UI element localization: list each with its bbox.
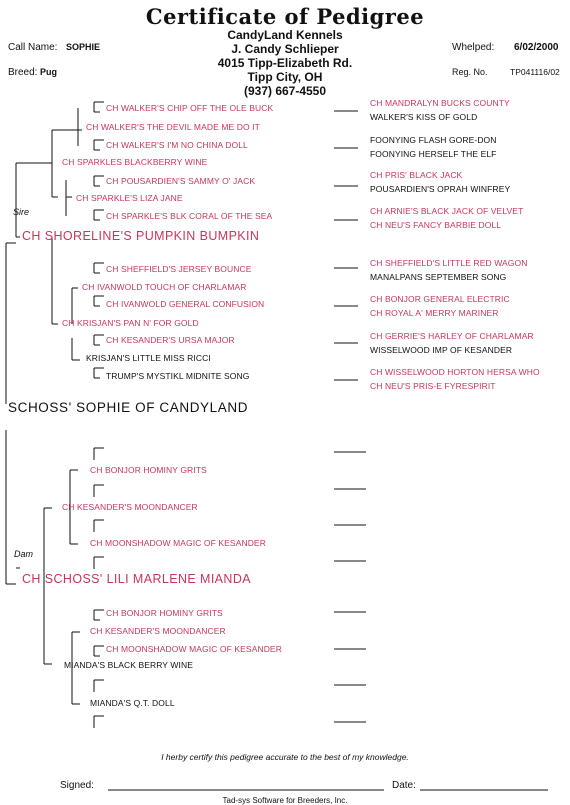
pedigree-ffd-dam: CH SPARKLE'S BLK CORAL OF THE SEA [106, 211, 273, 221]
pedigree-mms-sire: CH BONJOR HOMINY GRITS [106, 608, 223, 618]
pedigree-ffs-dam: CH WALKER'S I'M NO CHINA DOLL [106, 140, 248, 150]
pedigree-sire-father: CH SPARKLES BLACKBERRY WINE [62, 157, 208, 167]
gen5-14: WISSELWOOD IMP OF KESANDER [370, 345, 513, 355]
pedigree-mm-dam: MIANDA'S Q.T. DOLL [90, 698, 175, 708]
gen5-7: CH ARNIE'S BLACK JACK OF VELVET [370, 206, 524, 216]
pedigree-fm-dam: KRISJAN'S LITTLE MISS RICCI [86, 353, 211, 363]
gen5-6: POUSARDIEN'S OPRAH WINFREY [370, 184, 511, 194]
dam-name: CH SCHOSS' LILI MARLENE MIANDA [22, 572, 252, 586]
whelped-value: 6/02/2000 [514, 42, 559, 53]
pedigree-ff-sire: CH WALKER'S THE DEVIL MADE ME DO IT [86, 122, 260, 132]
pedigree-mm-sire: CH KESANDER'S MOONDANCER [90, 626, 226, 636]
breed-value: Pug [40, 67, 57, 77]
gen5-9: CH SHEFFIELD'S LITTLE RED WAGON [370, 258, 528, 268]
certificate-title: Certificate of Pedigree [145, 4, 425, 29]
kennel-address: 4015 Tipp-Elizabeth Rd. [217, 56, 353, 70]
pedigree-dam-father: CH KESANDER'S MOONDANCER [62, 502, 198, 512]
sire-root-bracket [6, 243, 16, 404]
gen5-10: MANALPANS SEPTEMBER SONG [370, 272, 507, 282]
breed-label: Breed: [8, 67, 38, 78]
pedigree-mf-sire: CH BONJOR HOMINY GRITS [90, 465, 207, 475]
pedigree-ffd-sire: CH POUSARDIEN'S SAMMY O' JACK [106, 176, 256, 186]
pedigree-ff-dam: CH SPARKLE'S LIZA JANE [76, 193, 183, 203]
pedigree-fms-dam: CH IVANWOLD GENERAL CONFUSION [106, 299, 265, 309]
reg-no-label: Reg. No. [452, 67, 488, 77]
kennel-phone: (937) 667-4550 [243, 84, 327, 98]
pedigree-mms-dam: CH MOONSHADOW MAGIC OF KESANDER [106, 644, 282, 654]
pedigree-fmd-sire: CH KESANDER'S URSA MAJOR [106, 335, 235, 345]
gen5-2: WALKER'S KISS OF GOLD [370, 112, 478, 122]
owner-name: J. Candy Schlieper [231, 42, 339, 56]
subject-dog-name: SCHOSS' SOPHIE OF CANDYLAND [8, 400, 249, 415]
gen5-11: CH BONJOR GENERAL ELECTRIC [370, 294, 510, 304]
call-name-value: SOPHIE [66, 42, 101, 52]
pedigree-fm-sire: CH IVANWOLD TOUCH OF CHARLAMAR [82, 282, 247, 292]
kennel-name: CandyLand Kennels [227, 28, 343, 42]
pedigree-sire-mother: CH KRISJAN'S PAN N' FOR GOLD [62, 318, 199, 328]
kennel-city: Tipp City, OH [247, 70, 323, 84]
pedigree-dam-mother: MIANDA'S BLACK BERRY WINE [64, 660, 193, 670]
gen5-5: CH PRIS' BLACK JACK [370, 170, 463, 180]
gen5-16: CH NEU'S PRIS-E FYRESPIRIT [370, 381, 496, 391]
pedigree-mf-dam: CH MOONSHADOW MAGIC OF KESANDER [90, 538, 266, 548]
signed-label: Signed: [60, 780, 94, 791]
pedigree-fmd-dam: TRUMP'S MYSTIKL MIDNITE SONG [106, 371, 250, 381]
call-name-label: Call Name: [8, 42, 58, 53]
sire-name: CH SHORELINE'S PUMPKIN BUMPKIN [22, 229, 260, 243]
gen5-4: FOONYING HERSELF THE ELF [370, 149, 497, 159]
pedigree-ffs-sire: CH WALKER'S CHIP OFF THE OLE BUCK [106, 103, 274, 113]
gen5-3: FOONYING FLASH GORE-DON [370, 135, 497, 145]
gen5-8: CH NEU'S FANCY BARBIE DOLL [370, 220, 502, 230]
whelped-label: Whelped: [452, 42, 495, 53]
dam-label: Dam [14, 549, 34, 559]
date-label: Date: [392, 780, 416, 791]
footer-bottom-text: Tad-sys Software for Breeders, Inc. [222, 796, 348, 805]
gen5-1: CH MANDRALYN BUCKS COUNTY [370, 98, 510, 108]
gen5-15: CH WISSELWOOD HORTON HERSA WHO [370, 367, 540, 377]
gen5-13: CH GERRIE'S HARLEY OF CHARLAMAR [370, 331, 534, 341]
certification-statement: I herby certify this pedigree accurate to the best of my knowledge. [161, 752, 409, 762]
reg-no-value: TP041116/02 [510, 67, 560, 77]
gen5-12: CH ROYAL A' MERRY MARINER [370, 308, 499, 318]
sire-label: Sire [13, 207, 30, 217]
pedigree-fms-sire: CH SHEFFIELD'S JERSEY BOUNCE [106, 264, 252, 274]
